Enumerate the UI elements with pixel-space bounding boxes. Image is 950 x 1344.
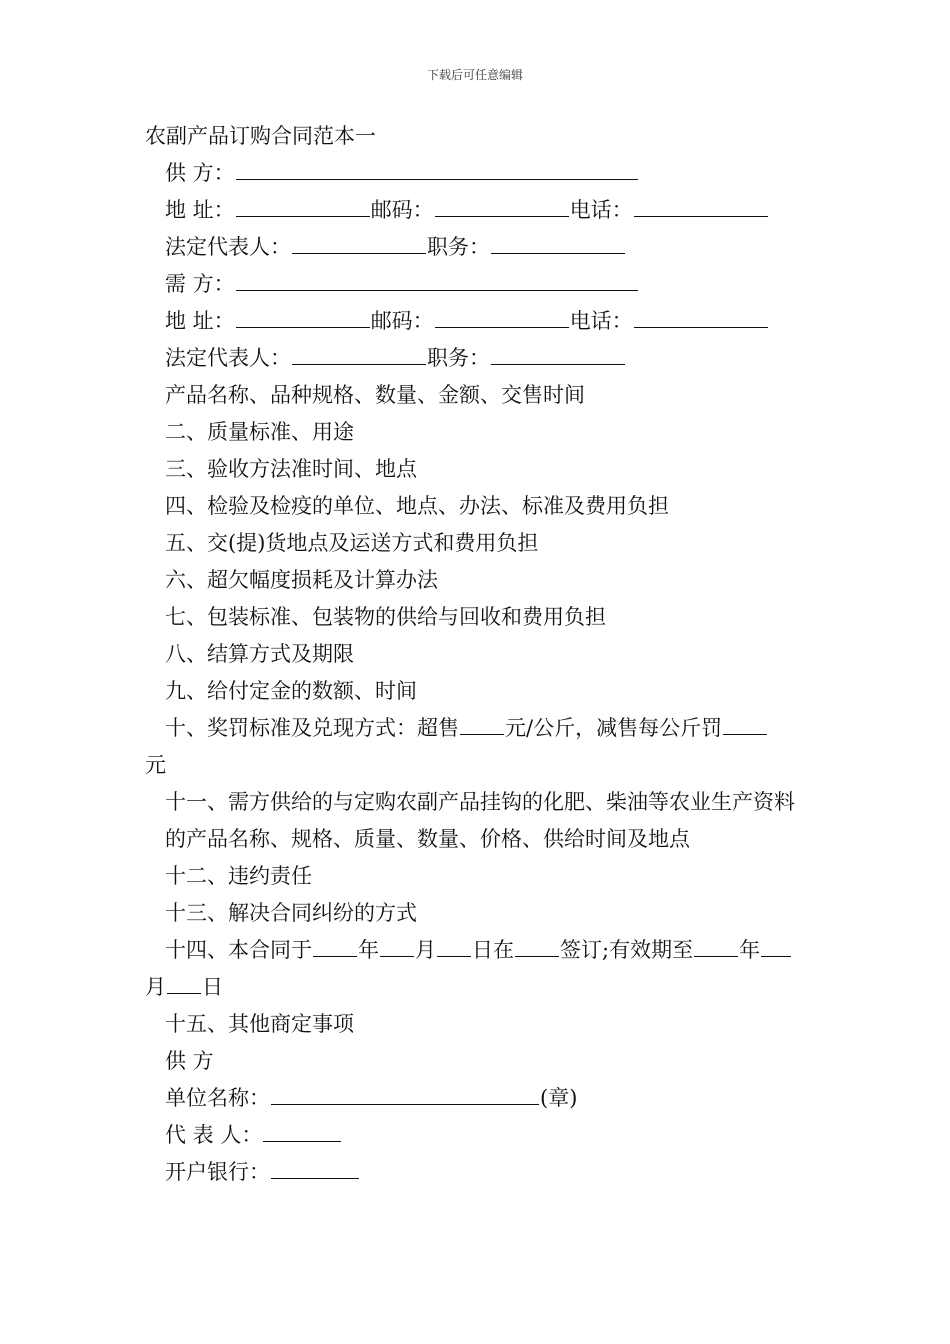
clause-14-day2: 日 [202,975,223,999]
clause-10-continued: 元 [145,753,166,777]
expiry-year-blank[interactable] [694,934,738,957]
clause-6: 六、超欠幅度损耗及计算办法 [165,568,438,592]
buyer-name-blank[interactable] [236,268,638,291]
document-title: 农副产品订购合同范本一 [145,124,376,148]
clause-8: 八、结算方式及期限 [165,642,354,666]
signature-bank-blank[interactable] [271,1156,359,1179]
clause-15: 十五、其他商定事项 [165,1012,354,1036]
signature-unit-blank[interactable] [271,1082,539,1105]
supplier-address-row [145,192,810,229]
clause-10-text-a: 十、奖罚标准及兑现方式：超售 [165,716,459,740]
clause-10-text-b: 元/公斤，减售每公斤罚 [505,716,723,740]
supplier-phone-blank[interactable] [634,194,768,217]
clause-3: 三、验收方法准时间、地点 [165,457,417,481]
supplier-rep-blank[interactable] [292,231,426,254]
signature-rep-blank[interactable] [263,1119,341,1142]
clause-14-day: 日在 [472,938,514,962]
oversell-reward-blank[interactable] [460,712,504,735]
buyer-address-blank[interactable] [236,305,370,328]
clause-14-year: 年 [358,938,379,962]
contract-body [145,118,810,1191]
sign-year-blank[interactable] [313,934,357,957]
supplier-postcode-label: 邮码： [370,198,434,222]
supplier-label: 供 方： [165,161,235,185]
buyer-rep-blank[interactable] [292,342,426,365]
clause-2: 二、质量标准、用途 [165,420,354,444]
sign-month-blank[interactable] [380,934,414,957]
signature-rep-label: 代 表 人： [165,1123,263,1147]
supplier-name-row [145,155,810,192]
buyer-phone-label: 电话： [569,309,633,333]
supplier-rep-row [145,229,810,266]
clause-7: 七、包装标准、包装物的供给与回收和费用负担 [165,605,606,629]
buyer-rep-row [145,340,810,377]
buyer-position-blank[interactable] [491,342,625,365]
expiry-month-blank[interactable] [761,934,791,957]
clause-12: 十二、违约责任 [165,864,312,888]
buyer-rep-label: 法定代表人： [165,346,291,370]
sign-place-blank[interactable] [515,934,559,957]
header-note: 下载后可任意编辑 [426,68,523,82]
buyer-address-label: 地 址： [165,309,235,333]
clause-14-signed: 签订;有效期至 [560,938,694,962]
clause-10 [145,710,810,747]
undersell-penalty-blank[interactable] [723,712,767,735]
clause-14-month2: 月 [145,975,166,999]
buyer-position-label: 职务： [427,346,490,370]
clause-14-continued [145,969,810,1006]
clause-9: 九、给付定金的数额、时间 [165,679,417,703]
clause-1: 产品名称、品种规格、数量、金额、交售时间 [165,383,585,407]
clause-11: 十一、需方供给的与定购农副产品挂钩的化肥、柴油等农业生产资料的产品名称、规格、质量、数量、价格、供给时间及地点 [165,790,795,851]
clause-14-year2: 年 [739,938,761,962]
buyer-label: 需 方： [165,272,235,296]
buyer-address-row [145,303,810,340]
supplier-position-blank[interactable] [491,231,625,254]
clause-14 [145,932,810,969]
buyer-name-row [145,266,810,303]
signature-bank-row [145,1154,810,1191]
supplier-phone-label: 电话： [569,198,633,222]
clause-5: 五、交(提)货地点及运送方式和费用负担 [165,531,539,555]
signature-unit-label: 单位名称： [165,1086,270,1110]
supplier-address-blank[interactable] [236,194,370,217]
signature-rep-row [145,1117,810,1154]
supplier-rep-label: 法定代表人： [165,235,291,259]
supplier-name-blank[interactable] [236,157,638,180]
clause-13: 十三、解决合同纠纷的方式 [165,901,417,925]
buyer-phone-blank[interactable] [634,305,768,328]
supplier-address-label: 地 址： [165,198,235,222]
clause-4: 四、检验及检疫的单位、地点、办法、标准及费用负担 [165,494,669,518]
supplier-postcode-blank[interactable] [435,194,569,217]
signature-party: 供 方 [165,1049,214,1073]
expiry-day-blank[interactable] [167,971,201,994]
signature-seal: (章) [540,1086,578,1110]
signature-unit-row [145,1080,810,1117]
clause-14-month: 月 [415,938,436,962]
signature-bank-label: 开户银行： [165,1160,270,1184]
clause-14-text-a: 十四、本合同于 [165,938,312,962]
buyer-postcode-blank[interactable] [435,305,569,328]
buyer-postcode-label: 邮码： [370,309,434,333]
sign-day-blank[interactable] [437,934,471,957]
supplier-position-label: 职务： [427,235,490,259]
